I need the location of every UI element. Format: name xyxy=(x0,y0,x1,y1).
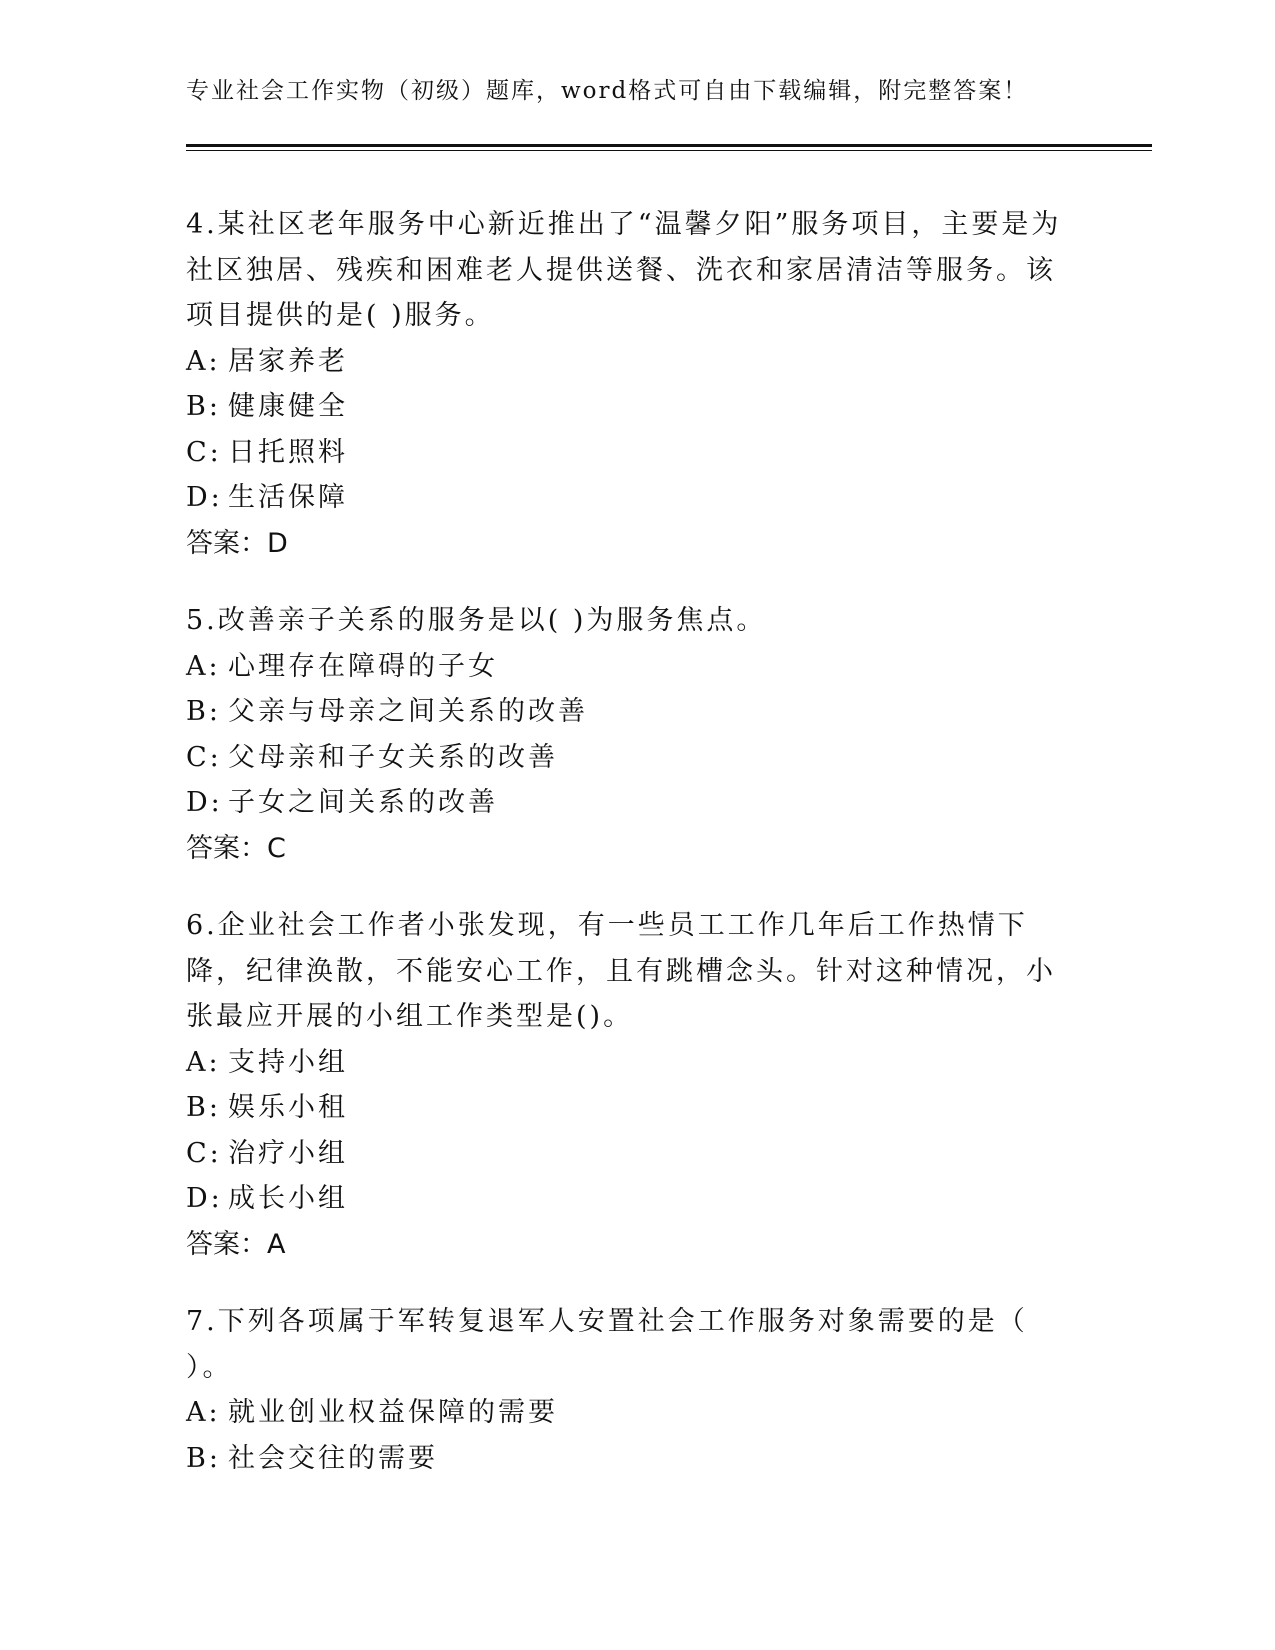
option-text: 子女之间关系的改善 xyxy=(228,787,498,818)
option-text: 支持小组 xyxy=(228,1046,348,1078)
option-d xyxy=(186,1176,1066,1222)
option-text: 父母亲和子女关系的改善 xyxy=(228,741,558,773)
option-text: 健康健全 xyxy=(228,391,348,422)
option-c xyxy=(186,735,1066,781)
option-letter: B: xyxy=(186,1442,221,1474)
option-letter: D: xyxy=(186,1183,223,1214)
header-divider-thick xyxy=(186,144,1152,147)
option-text: 成长小组 xyxy=(228,1183,348,1214)
option-text: 父亲与母亲之间关系的改善 xyxy=(228,696,588,727)
option-text: 娱乐小租 xyxy=(228,1092,348,1123)
option-d xyxy=(186,780,1066,826)
option-b xyxy=(186,384,1066,430)
option-letter: A: xyxy=(186,345,221,377)
option-text: 生活保障 xyxy=(228,482,348,513)
option-letter: C: xyxy=(186,1137,222,1169)
option-a xyxy=(186,644,1066,690)
option-text: 治疗小组 xyxy=(228,1137,348,1169)
answer-line: 答案：A xyxy=(186,1228,286,1260)
answer-line: 答案：C xyxy=(186,832,286,864)
option-letter: C: xyxy=(186,741,222,773)
option-d xyxy=(186,475,1066,521)
option-c xyxy=(186,1131,1066,1177)
option-b xyxy=(186,689,1066,735)
option-b xyxy=(186,1436,1066,1482)
question-6 xyxy=(186,903,1066,1267)
question-stem: 7.下列各项属于军转复退军人安置社会工作服务对象需要的是（ ）。 xyxy=(186,1306,1028,1383)
question-list xyxy=(186,202,1066,1513)
option-letter: A: xyxy=(186,650,221,682)
option-letter: A: xyxy=(186,1397,221,1428)
option-text: 心理存在障碍的子女 xyxy=(228,650,498,682)
option-letter: B: xyxy=(186,1092,221,1123)
option-text: 就业创业权益保障的需要 xyxy=(228,1397,558,1428)
answer-line: 答案：D xyxy=(186,527,288,559)
header-divider-thin xyxy=(186,150,1152,151)
option-text: 日托照料 xyxy=(228,436,348,468)
page-header: 专业社会工作实物（初级）题库，word格式可自由下载编辑，附完整答案！ xyxy=(186,78,1029,104)
option-letter: D: xyxy=(186,482,223,513)
option-text: 居家养老 xyxy=(228,345,348,377)
question-7 xyxy=(186,1299,1066,1481)
option-a xyxy=(186,1390,1066,1436)
option-letter: B: xyxy=(186,391,221,422)
option-text: 社会交往的需要 xyxy=(228,1442,438,1474)
option-letter: B: xyxy=(186,696,221,727)
option-a xyxy=(186,1040,1066,1086)
question-4 xyxy=(186,202,1066,566)
question-stem: 6.企业社会工作者小张发现，有一些员工工作几年后工作热情下降，纪律涣散，不能安心工作，且有跳槽念头。针对这种情况，小张最应开展的小组工作类型是()。 xyxy=(186,910,1056,1032)
option-letter: C: xyxy=(186,436,222,468)
question-stem: 4.某社区老年服务中心新近推出了“温馨夕阳”服务项目，主要是为社区独居、残疾和困难老人提供送餐、洗衣和家居清洁等服务。该项目提供的是( )服务。 xyxy=(186,209,1062,331)
option-a xyxy=(186,339,1066,385)
option-c xyxy=(186,430,1066,476)
option-b xyxy=(186,1085,1066,1131)
option-letter: D: xyxy=(186,787,223,818)
question-5 xyxy=(186,598,1066,871)
option-letter: A: xyxy=(186,1046,221,1078)
question-stem: 5.改善亲子关系的服务是以( )为服务焦点。 xyxy=(186,605,767,636)
